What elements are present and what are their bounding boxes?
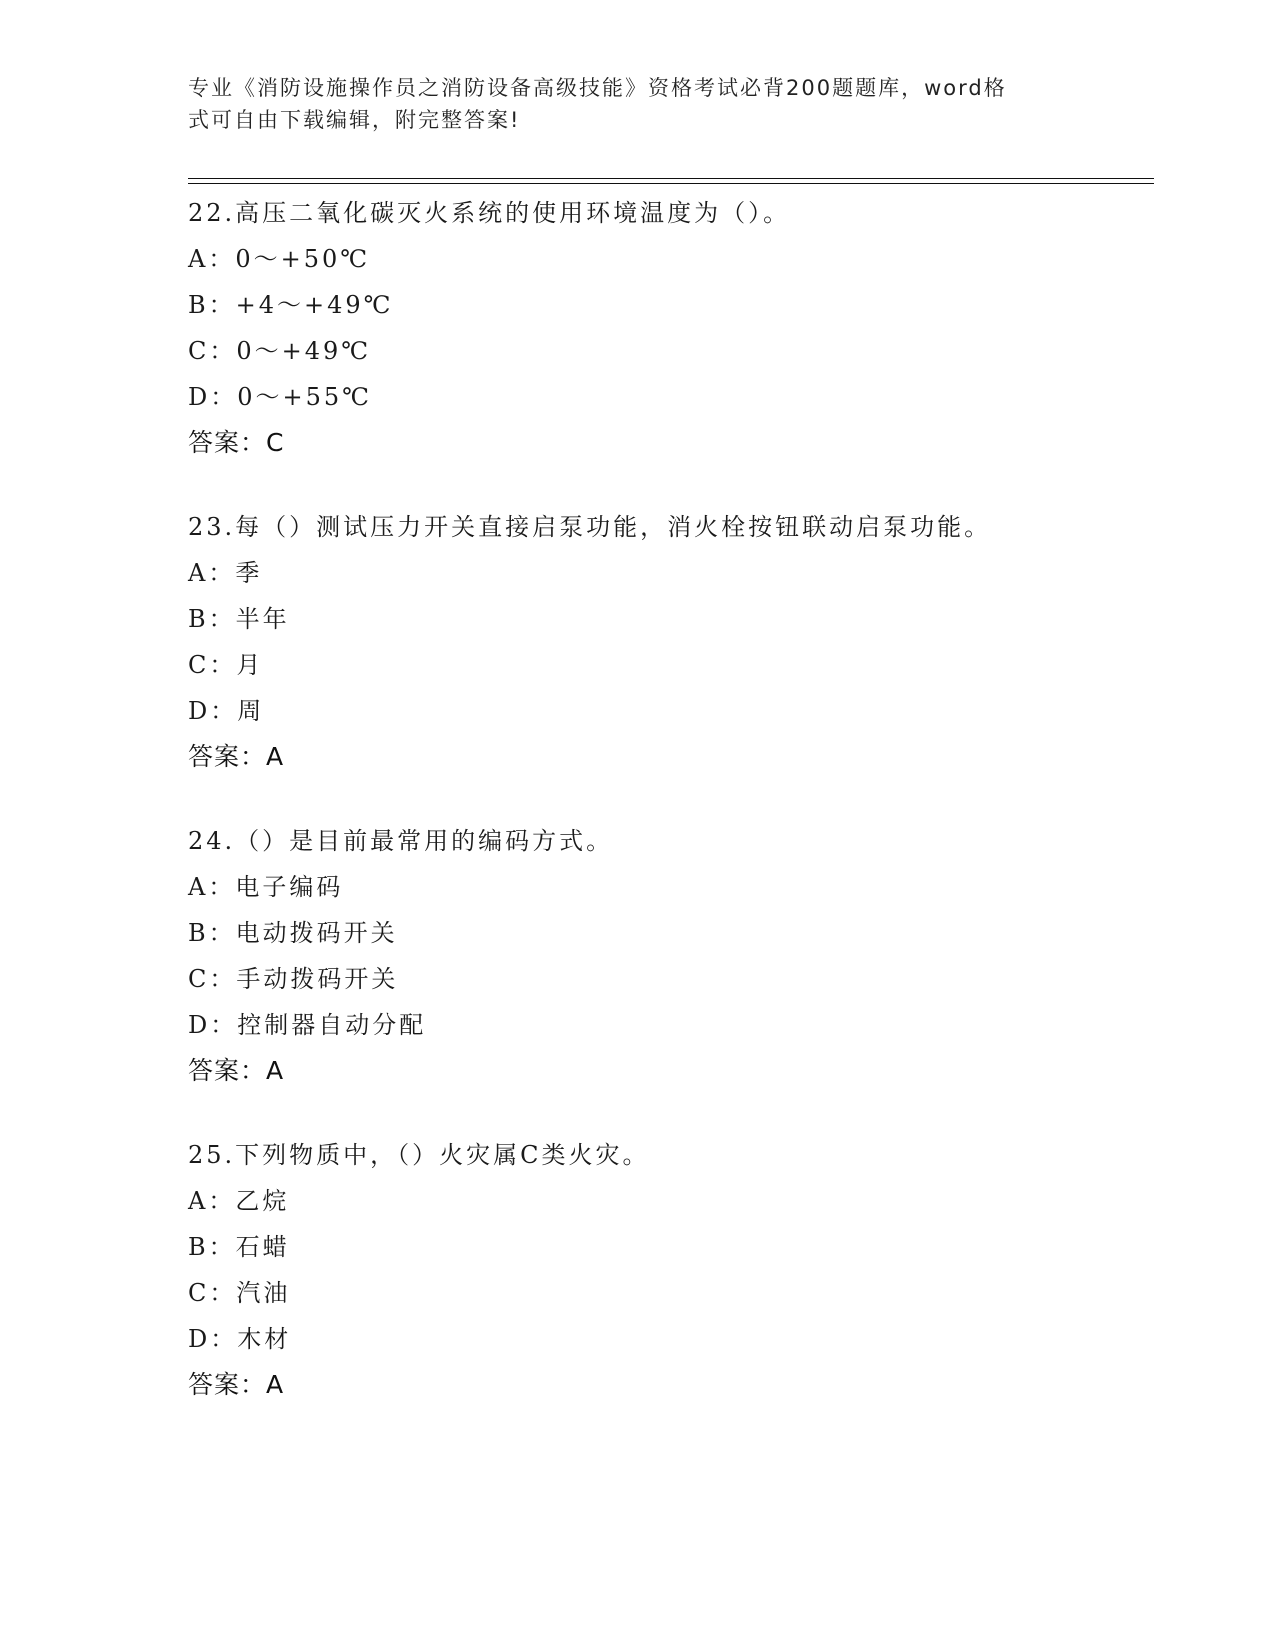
question-stem: 22.高压二氧化碳灭火系统的使用环境温度为（）。 [188, 199, 791, 227]
header-divider-bottom [188, 183, 1154, 184]
answer: 答案：A [188, 1056, 285, 1085]
option-c: C：手动拨码开关 [188, 965, 399, 993]
option-b: B：+4～+49℃ [188, 291, 394, 319]
option-b: B：半年 [188, 605, 290, 633]
option-b: B：石蜡 [188, 1233, 290, 1261]
option-c: C：汽油 [188, 1279, 291, 1307]
question-list [188, 190, 1154, 1446]
option-c: C：月 [188, 651, 264, 679]
answer: 答案：A [188, 742, 285, 771]
option-d: D：木材 [188, 1325, 292, 1353]
answer: 答案：A [188, 1370, 285, 1399]
option-d: D：控制器自动分配 [188, 1011, 427, 1039]
question-25 [188, 1132, 1154, 1408]
question-22 [188, 190, 1154, 466]
option-c: C：0～+49℃ [188, 337, 372, 365]
question-stem: 25.下列物质中，（）火灾属C类火灾。 [188, 1141, 650, 1169]
option-a: A：乙烷 [188, 1187, 290, 1215]
question-24 [188, 818, 1154, 1094]
option-a: A：电子编码 [188, 873, 344, 901]
option-d: D：0～+55℃ [188, 383, 373, 411]
option-d: D：周 [188, 697, 265, 725]
option-b: B：电动拨码开关 [188, 919, 398, 947]
document-header [188, 72, 1088, 136]
question-23 [188, 504, 1154, 780]
question-stem: 24.（）是目前最常用的编码方式。 [188, 827, 614, 855]
question-stem: 23.每（）测试压力开关直接启泵功能，消火栓按钮联动启泵功能。 [188, 513, 992, 541]
answer: 答案：C [188, 428, 285, 457]
option-a: A：0～+50℃ [188, 245, 371, 273]
header-divider-top [188, 178, 1154, 179]
header-line-1: 专业《消防设施操作员之消防设备高级技能》资格考试必背200题题库，word格 [188, 76, 1007, 100]
header-line-2: 式可自由下载编辑，附完整答案! [188, 108, 521, 132]
option-a: A：季 [188, 559, 263, 587]
